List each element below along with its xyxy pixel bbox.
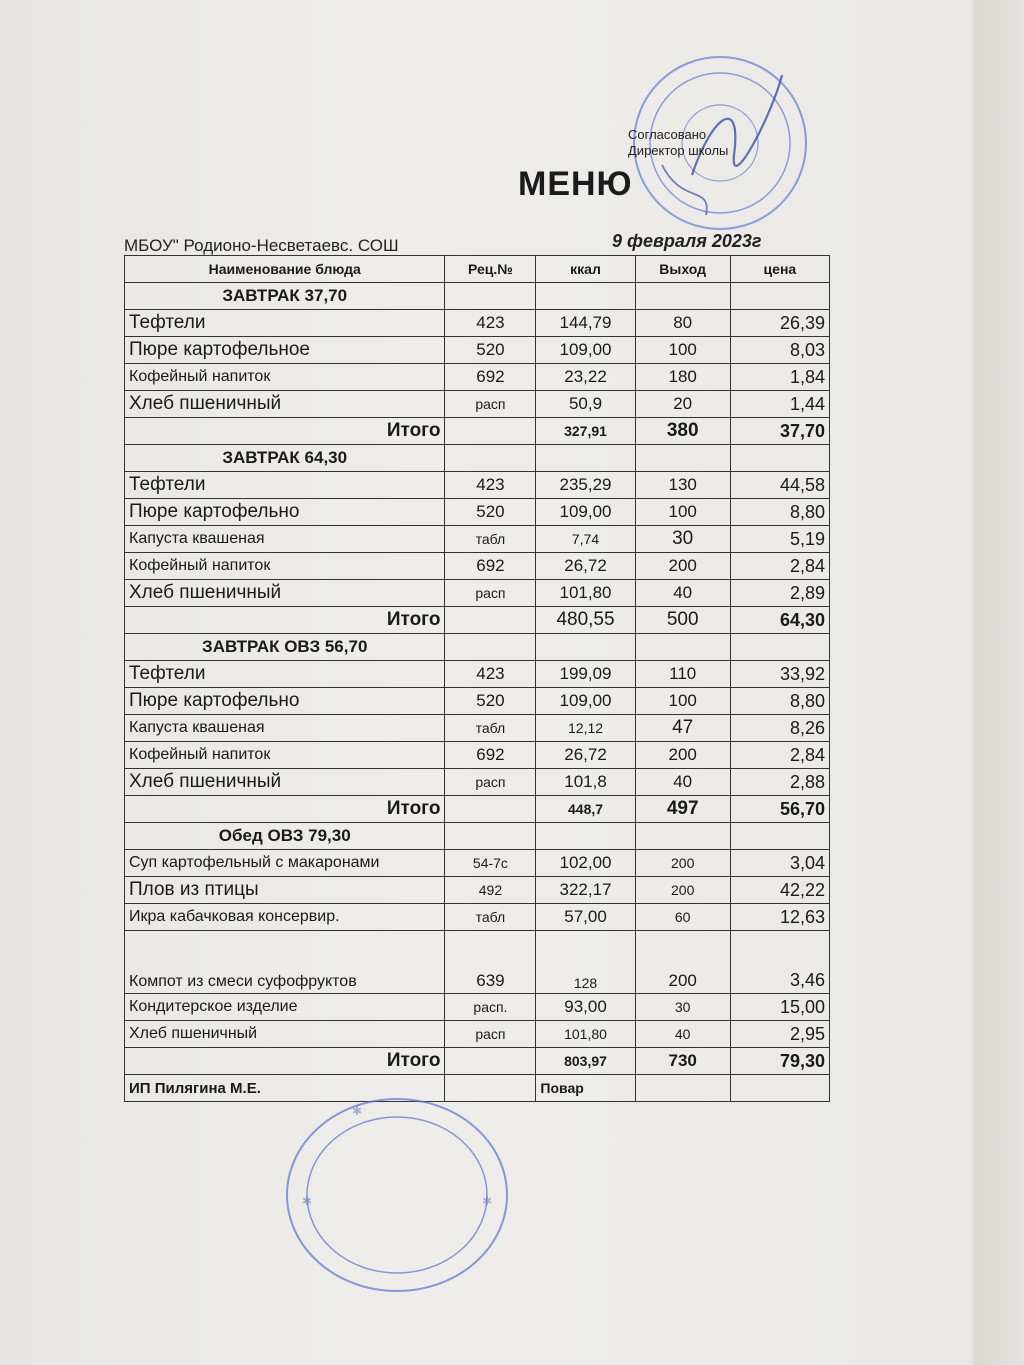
approval-position: Директор школы <box>628 143 729 158</box>
price-value: 3,04 <box>730 850 829 877</box>
output-value: 20 <box>635 391 730 418</box>
output-value: 80 <box>635 310 730 337</box>
recipe-number: расп <box>445 769 536 796</box>
section-title: ЗАВТРАК ОВЗ 56,70 <box>125 634 445 661</box>
section-row <box>125 283 830 310</box>
kcal-value: 101,80 <box>536 580 635 607</box>
price-value: 8,26 <box>730 715 829 742</box>
approval-block <box>628 127 728 159</box>
total-label: Итого <box>125 1048 445 1075</box>
total-price: 56,70 <box>730 796 829 823</box>
header-row <box>125 256 830 283</box>
price-value: 1,84 <box>730 364 829 391</box>
price-value: 12,63 <box>730 904 829 931</box>
dish-name: Кофейный напиток <box>125 742 445 769</box>
kcal-value: 128 <box>536 931 635 994</box>
output-value: 110 <box>635 661 730 688</box>
total-kcal: 480,55 <box>536 607 635 634</box>
kcal-value: 23,22 <box>536 364 635 391</box>
kcal-value: 12,12 <box>536 715 635 742</box>
price-value: 3,46 <box>730 931 829 994</box>
dish-name: Хлеб пшеничный <box>125 1021 445 1048</box>
recipe-number: табл <box>445 715 536 742</box>
dish-name: Тефтели <box>125 661 445 688</box>
output-value: 30 <box>635 526 730 553</box>
price-value: 8,80 <box>730 688 829 715</box>
total-row <box>125 607 830 634</box>
menu-table <box>124 255 830 1102</box>
recipe-number: 492 <box>445 877 536 904</box>
recipe-number: табл <box>445 526 536 553</box>
table-row <box>125 715 830 742</box>
kcal-value: 93,00 <box>536 994 635 1021</box>
section-title: ЗАВТРАК 37,70 <box>125 283 445 310</box>
price-value: 44,58 <box>730 472 829 499</box>
output-value: 200 <box>635 931 730 994</box>
kcal-value: 7,74 <box>536 526 635 553</box>
table-row <box>125 877 830 904</box>
output-value: 40 <box>635 580 730 607</box>
kcal-value: 109,00 <box>536 499 635 526</box>
recipe-number: 692 <box>445 553 536 580</box>
section-row <box>125 445 830 472</box>
output-value: 130 <box>635 472 730 499</box>
table-row <box>125 310 830 337</box>
total-kcal: 803,97 <box>536 1048 635 1075</box>
output-value: 100 <box>635 499 730 526</box>
header-output: Выход <box>635 256 730 283</box>
recipe-number: 520 <box>445 499 536 526</box>
table-row <box>125 769 830 796</box>
dish-name: Капуста квашеная <box>125 526 445 553</box>
kcal-value: 57,00 <box>536 904 635 931</box>
table-row <box>125 742 830 769</box>
svg-text:✱: ✱ <box>482 1194 493 1208</box>
price-value: 5,19 <box>730 526 829 553</box>
recipe-number: табл <box>445 904 536 931</box>
recipe-number: расп <box>445 391 536 418</box>
price-value: 42,22 <box>730 877 829 904</box>
dish-name: Пюре картофельное <box>125 337 445 364</box>
price-value: 15,00 <box>730 994 829 1021</box>
recipe-number: 423 <box>445 661 536 688</box>
output-value: 100 <box>635 337 730 364</box>
total-label: Итого <box>125 607 445 634</box>
recipe-number: 692 <box>445 742 536 769</box>
ip-stamp <box>282 1095 512 1295</box>
output-value: 200 <box>635 553 730 580</box>
table-row <box>125 580 830 607</box>
total-row <box>125 796 830 823</box>
page-title: МЕНЮ <box>518 165 633 203</box>
recipe-number: 423 <box>445 310 536 337</box>
total-kcal: 327,91 <box>536 418 635 445</box>
recipe-number: 54-7с <box>445 850 536 877</box>
dish-name: Икра кабачковая консервир. <box>125 904 445 931</box>
output-value: 40 <box>635 1021 730 1048</box>
table-row <box>125 1021 830 1048</box>
section-title: Обед ОВЗ 79,30 <box>125 823 445 850</box>
recipe-number: 520 <box>445 688 536 715</box>
kcal-value: 109,00 <box>536 688 635 715</box>
recipe-number: 692 <box>445 364 536 391</box>
kcal-value: 322,17 <box>536 877 635 904</box>
signer-role: Повар <box>536 1075 635 1102</box>
recipe-number: 520 <box>445 337 536 364</box>
table-row <box>125 526 830 553</box>
table-row <box>125 688 830 715</box>
kcal-value: 101,80 <box>536 1021 635 1048</box>
table-row <box>125 337 830 364</box>
recipe-number: 639 <box>445 931 536 994</box>
menu-date: 9 февраля 2023г <box>612 231 762 251</box>
svg-text:✱: ✱ <box>352 1104 363 1118</box>
price-value: 1,44 <box>730 391 829 418</box>
dish-name: Хлеб пшеничный <box>125 580 445 607</box>
kcal-value: 50,9 <box>536 391 635 418</box>
dish-name: Пюре картофельно <box>125 499 445 526</box>
output-value: 60 <box>635 904 730 931</box>
total-price: 37,70 <box>730 418 829 445</box>
header-name: Наименование блюда <box>125 256 445 283</box>
kcal-value: 144,79 <box>536 310 635 337</box>
approval-line: Согласовано <box>628 127 707 142</box>
kcal-value: 199,09 <box>536 661 635 688</box>
table-row <box>125 850 830 877</box>
table-row <box>125 499 830 526</box>
price-value: 2,89 <box>730 580 829 607</box>
dish-name: Компот из смеси суфофруктов <box>125 931 445 994</box>
table-row <box>125 391 830 418</box>
recipe-number: 423 <box>445 472 536 499</box>
table-row <box>125 472 830 499</box>
kcal-value: 102,00 <box>536 850 635 877</box>
total-kcal: 448,7 <box>536 796 635 823</box>
dish-name: Кофейный напиток <box>125 364 445 391</box>
table-row <box>125 904 830 931</box>
header-kcal: ккал <box>536 256 635 283</box>
kcal-value: 109,00 <box>536 337 635 364</box>
dish-name: Тефтели <box>125 310 445 337</box>
table-row <box>125 661 830 688</box>
section-title: ЗАВТРАК 64,30 <box>125 445 445 472</box>
price-value: 8,80 <box>730 499 829 526</box>
school-name: МБОУ" Родионо-Несветаевс. СОШ <box>124 236 399 255</box>
section-row <box>125 634 830 661</box>
output-value: 30 <box>635 994 730 1021</box>
price-value: 8,03 <box>730 337 829 364</box>
total-price: 64,30 <box>730 607 829 634</box>
table-row <box>125 553 830 580</box>
header-recipe: Рец.№ <box>445 256 536 283</box>
total-output: 380 <box>635 418 730 445</box>
dish-name: Суп картофельный с макаронами <box>125 850 445 877</box>
header-price: цена <box>730 256 829 283</box>
price-value: 2,88 <box>730 769 829 796</box>
dish-name: Тефтели <box>125 472 445 499</box>
recipe-number: расп <box>445 1021 536 1048</box>
table-row <box>125 931 830 994</box>
paper-edge <box>975 0 1024 1365</box>
kcal-value: 235,29 <box>536 472 635 499</box>
price-value: 2,84 <box>730 553 829 580</box>
dish-name: Хлеб пшеничный <box>125 769 445 796</box>
signer-name: ИП Пилягина М.Е. <box>125 1075 445 1102</box>
output-value: 200 <box>635 742 730 769</box>
svg-text:✱: ✱ <box>302 1194 313 1208</box>
output-value: 47 <box>635 715 730 742</box>
recipe-number: расп. <box>445 994 536 1021</box>
output-value: 40 <box>635 769 730 796</box>
total-label: Итого <box>125 418 445 445</box>
section-row <box>125 823 830 850</box>
table-row <box>125 364 830 391</box>
kcal-value: 26,72 <box>536 553 635 580</box>
dish-name: Кофейный напиток <box>125 553 445 580</box>
dish-name: Кондитерское изделие <box>125 994 445 1021</box>
total-output: 730 <box>635 1048 730 1075</box>
total-row <box>125 418 830 445</box>
dish-name: Плов из птицы <box>125 877 445 904</box>
dish-name: Пюре картофельно <box>125 688 445 715</box>
total-row <box>125 1048 830 1075</box>
total-output: 497 <box>635 796 730 823</box>
price-value: 26,39 <box>730 310 829 337</box>
total-price: 79,30 <box>730 1048 829 1075</box>
output-value: 200 <box>635 850 730 877</box>
total-label: Итого <box>125 796 445 823</box>
dish-name: Капуста квашеная <box>125 715 445 742</box>
total-output: 500 <box>635 607 730 634</box>
dish-name: Хлеб пшеничный <box>125 391 445 418</box>
table-row <box>125 994 830 1021</box>
output-value: 100 <box>635 688 730 715</box>
price-value: 2,95 <box>730 1021 829 1048</box>
price-value: 2,84 <box>730 742 829 769</box>
output-value: 200 <box>635 877 730 904</box>
kcal-value: 101,8 <box>536 769 635 796</box>
price-value: 33,92 <box>730 661 829 688</box>
output-value: 180 <box>635 364 730 391</box>
kcal-value: 26,72 <box>536 742 635 769</box>
recipe-number: расп <box>445 580 536 607</box>
